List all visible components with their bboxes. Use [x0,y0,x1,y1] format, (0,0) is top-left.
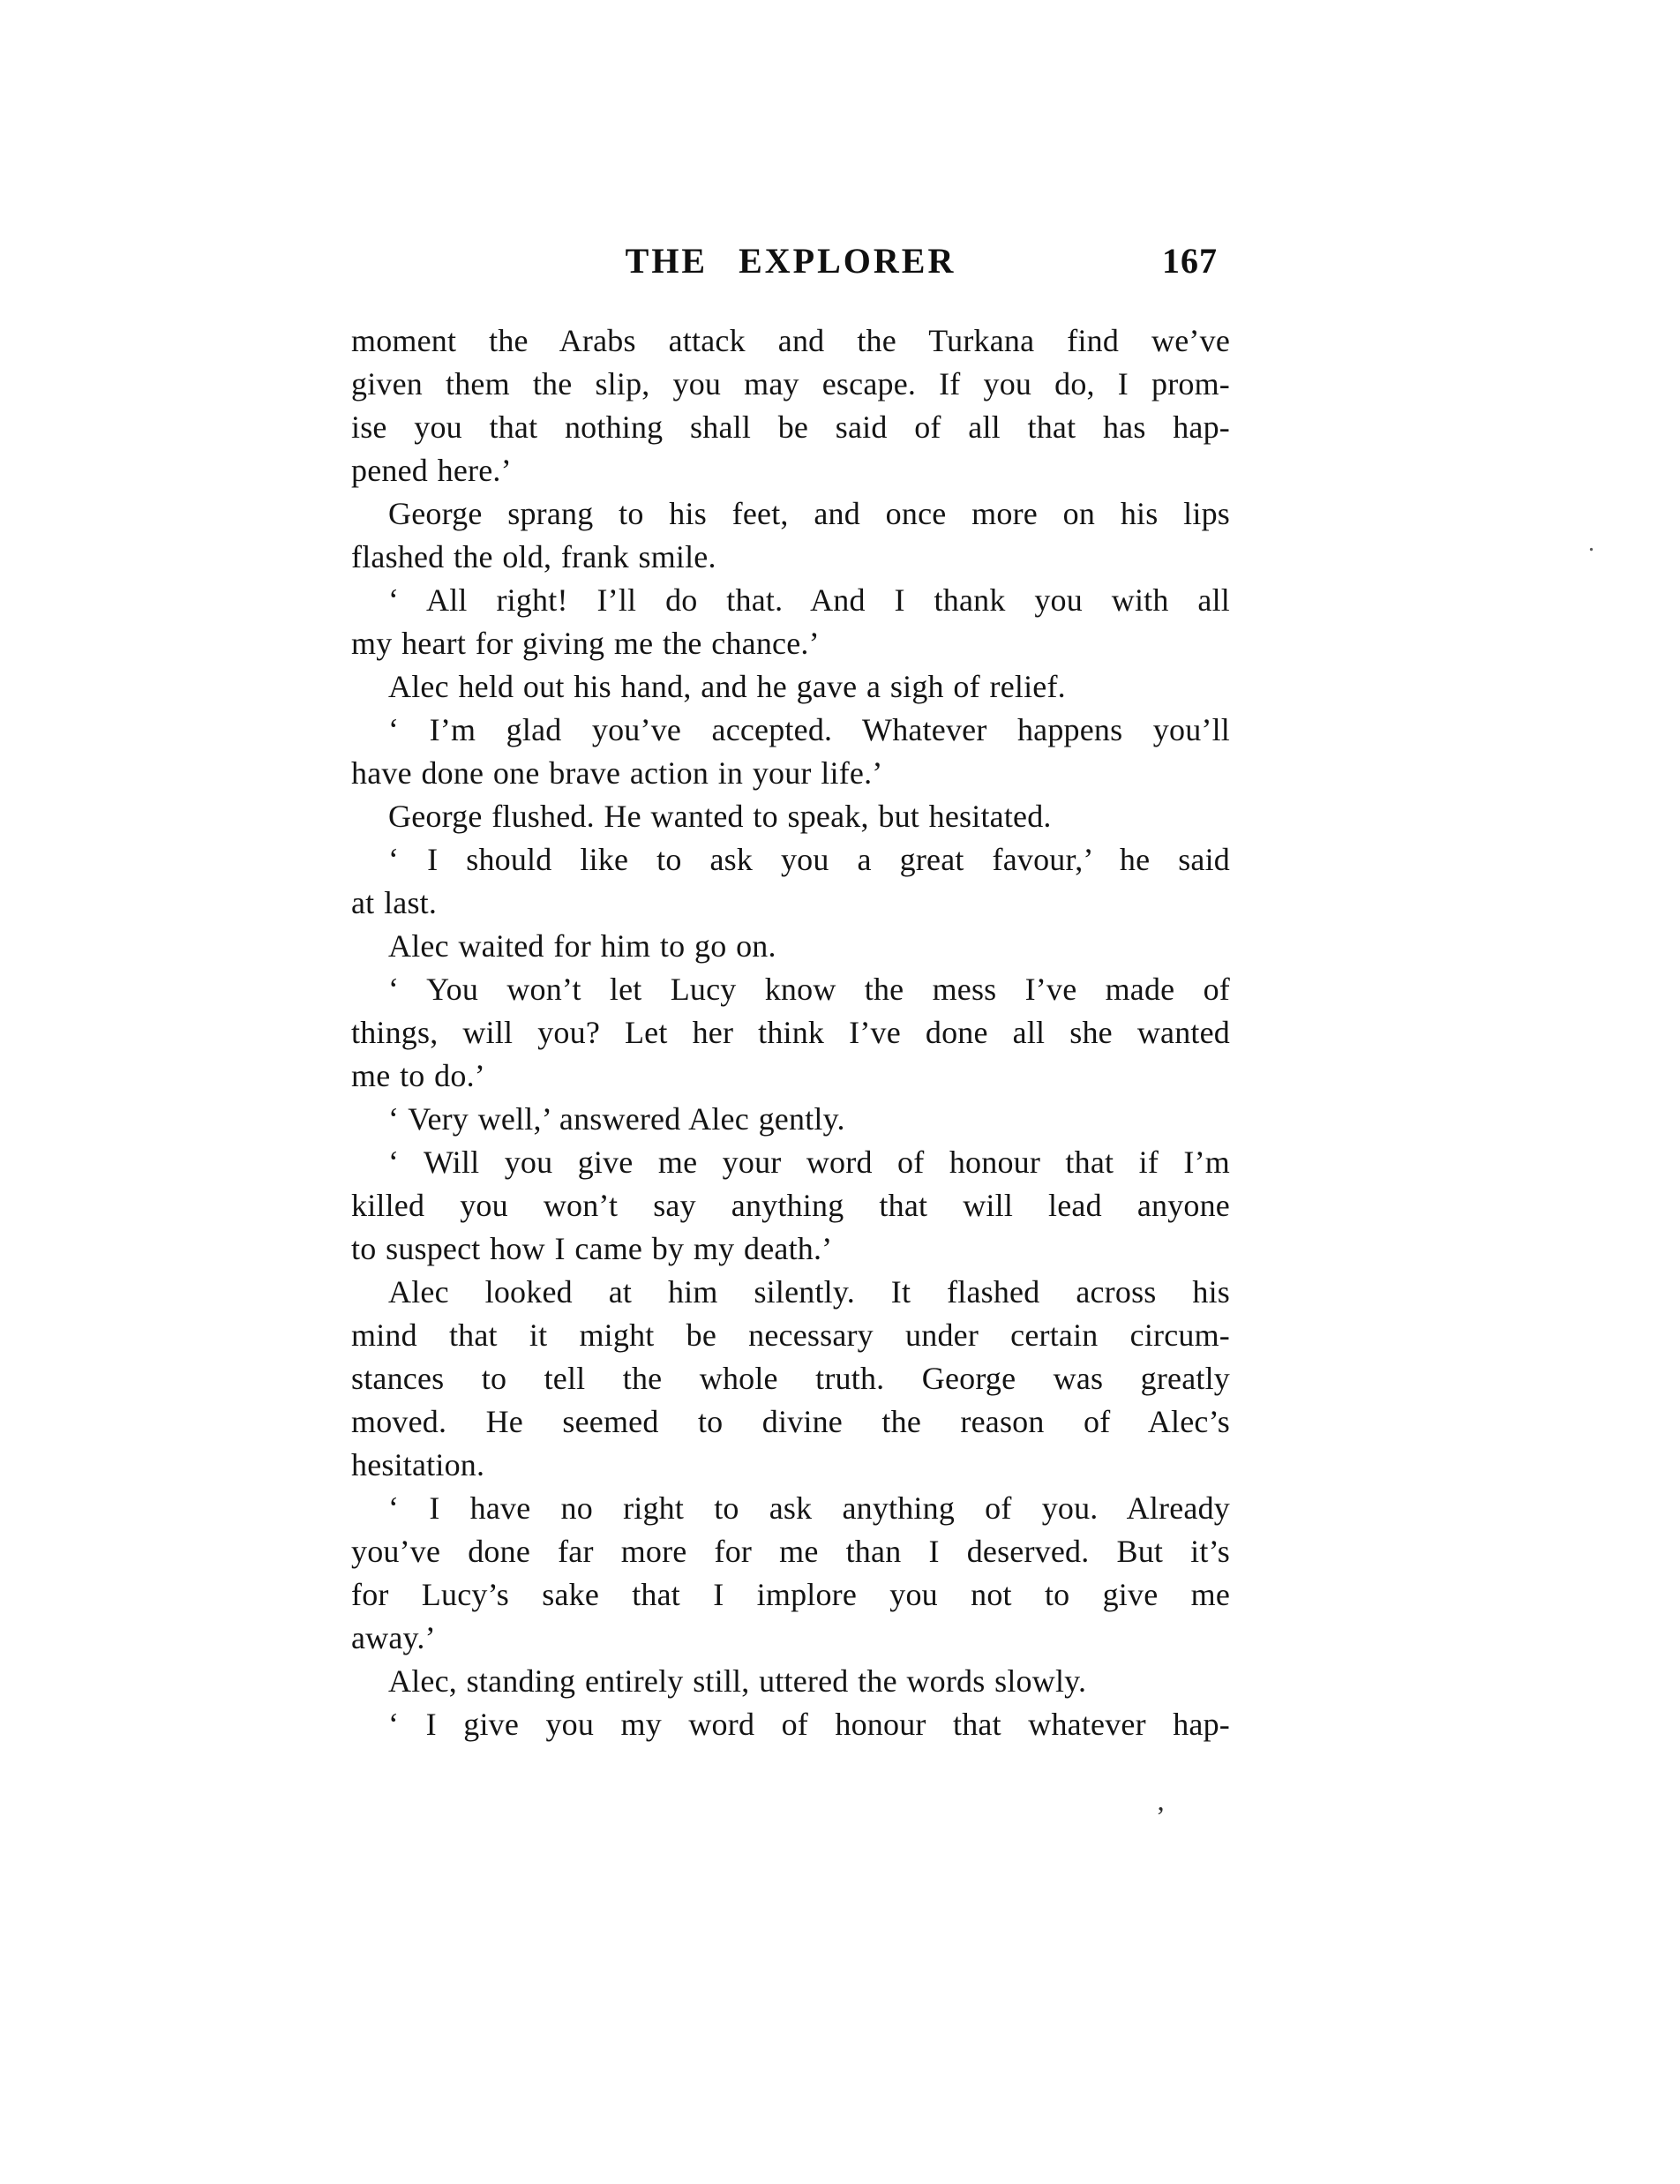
page-text [351,319,1230,1746]
paragraph [351,838,1230,925]
text-line: Alec held out his hand, and he gave a sigh of relief. [388,669,1066,704]
text-line: to suspect how I came by my death.’ [351,1231,833,1266]
paragraph [351,579,1230,665]
paragraph [351,1141,1230,1271]
text-line: flashed the old, frank smile. [351,539,716,574]
text-line: have done one brave action in your life.’ [351,755,883,791]
text-line: George sprang to his feet, and once more on his lips [388,496,1230,531]
page-number: 167 [1162,241,1218,281]
text-line: things, will you? Let her think I’ve done all she wanted [351,1015,1230,1050]
paragraph [351,1487,1230,1660]
text-line: ise you that nothing shall be said of all that has hap- [351,409,1230,445]
text-line: mind that it might be necessary under certain circum- [351,1317,1230,1353]
text-line: killed you won’t say anything that will lead anyone [351,1188,1230,1223]
text-line: ‘ I have no right to ask anything of you. Already [388,1490,1230,1526]
text-line: ‘ All right! I’ll do that. And I thank you with all [388,582,1230,618]
paragraph [351,709,1230,795]
text-line: away.’ [351,1620,436,1655]
page-header [351,240,1230,288]
paragraph [351,968,1230,1098]
paragraph [351,1703,1230,1746]
text-line: Alec waited for him to go on. [388,928,776,964]
text-line: ‘ I give you my word of honour that whatever hap- [388,1707,1230,1742]
scan-artifact-mark: ’ [1156,1800,1166,1832]
text-line: Alec, standing entirely still, uttered the words slowly. [388,1663,1087,1699]
paragraph [351,1098,1230,1141]
text-line: ‘ You won’t let Lucy know the mess I’ve made of [388,972,1230,1007]
paragraph [351,319,1230,492]
paragraph [351,492,1230,579]
text-line: pened here.’ [351,453,512,488]
text-line: hesitation. [351,1447,485,1482]
text-line: me to do.’ [351,1058,485,1093]
paragraph [351,1660,1230,1703]
text-line: ‘ I’m glad you’ve accepted. Whatever happens you’ll [388,712,1230,747]
paragraph [351,1271,1230,1487]
text-line: moved. He seemed to divine the reason of Alec’s [351,1404,1230,1439]
text-line: ‘ Will you give me your word of honour that if I’m [388,1145,1230,1180]
scan-artifact-dot: . [1588,529,1594,557]
text-line: ‘ Very well,’ answered Alec gently. [388,1101,845,1137]
text-line: Alec looked at him silently. It flashed across his [388,1274,1230,1310]
text-line: you’ve done far more for me than I deserved. But it’s [351,1534,1230,1569]
text-line: moment the Arabs attack and the Turkana find we’ve [351,323,1230,358]
text-line: my heart for giving me the chance.’ [351,626,820,661]
text-line: at last. [351,885,438,920]
running-title: THE EXPLORER [625,241,956,281]
text-line: stances to tell the whole truth. George was greatly [351,1361,1230,1396]
paragraph [351,795,1230,838]
text-line: ‘ I should like to ask you a great favour,’ he said [388,842,1230,877]
paragraph [351,665,1230,709]
text-line: George flushed. He wanted to speak, but hesitated. [388,799,1052,834]
text-line: given them the slip, you may escape. If you do, I prom- [351,366,1230,402]
paragraph [351,925,1230,968]
text-line: for Lucy’s sake that I implore you not to give me [351,1577,1230,1612]
